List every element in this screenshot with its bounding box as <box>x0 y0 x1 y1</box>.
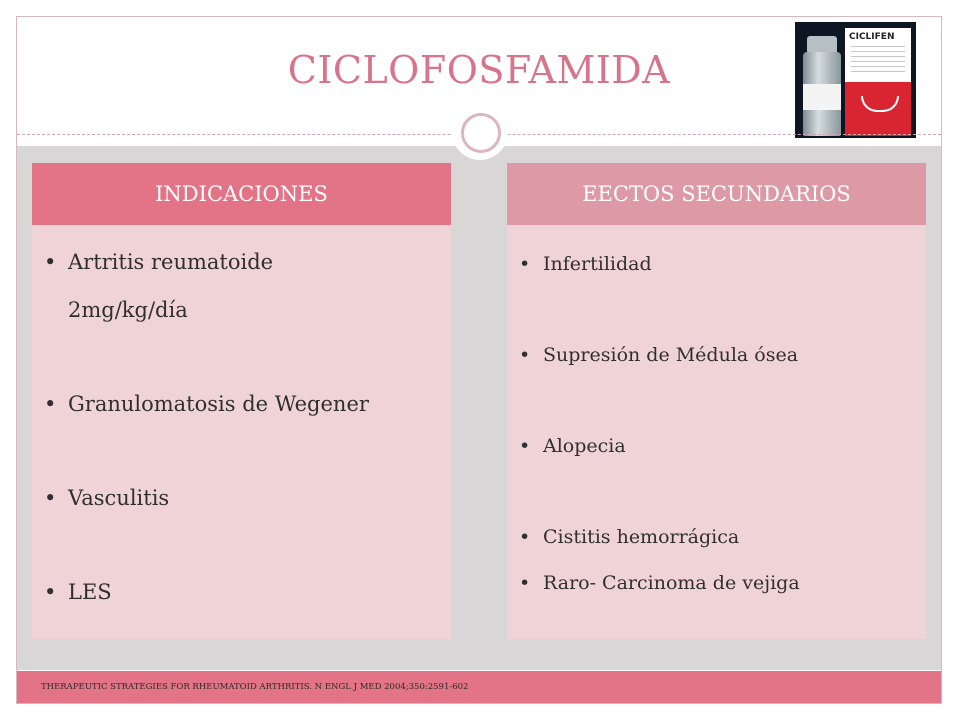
product-brand: CICLIFEN <box>849 32 895 42</box>
list-item <box>42 578 442 672</box>
side-effects-panel <box>507 163 926 639</box>
vial-label <box>803 84 841 110</box>
list-item <box>42 484 442 578</box>
footer-citation: THERAPEUTIC STRATEGIES FOR RHEUMATOID ARTHRITIS. N ENGL J MED 2004;350:2591-602 <box>41 682 469 692</box>
list-item-text: Raro- Carcinoma de vejiga <box>543 572 800 594</box>
list-item <box>517 342 917 433</box>
dosage-text: 2mg/kg/día <box>68 298 188 322</box>
side-effects-list <box>517 251 917 616</box>
list-item-text: Cistitis hemorrágica <box>543 526 740 548</box>
list-item-text: Supresión de Médula ósea <box>543 344 799 366</box>
indications-list <box>42 248 442 672</box>
list-item <box>517 570 917 616</box>
list-item <box>517 433 917 524</box>
list-item-text: Infertilidad <box>543 253 652 275</box>
indications-header: INDICACIONES <box>32 163 451 225</box>
product-photo <box>795 22 916 138</box>
list-item <box>42 248 442 390</box>
indications-panel <box>32 163 451 639</box>
footer-bar <box>17 671 941 703</box>
list-item-text: Alopecia <box>543 435 626 457</box>
circle-ornament-icon <box>461 113 501 153</box>
list-item <box>517 251 917 342</box>
box-fine-print <box>851 46 905 76</box>
slide-title: CICLOFOSFAMIDA <box>287 48 671 92</box>
list-item <box>517 524 917 570</box>
list-item-text: Vasculitis <box>68 486 170 510</box>
side-effects-header: EECTOS SECUNDARIOS <box>507 163 926 225</box>
list-item-text: LES <box>68 580 112 604</box>
list-item-text: Granulomatosis de Wegener <box>68 392 369 416</box>
list-item-text: Artritis reumatoide <box>68 250 274 274</box>
list-item <box>42 390 442 484</box>
